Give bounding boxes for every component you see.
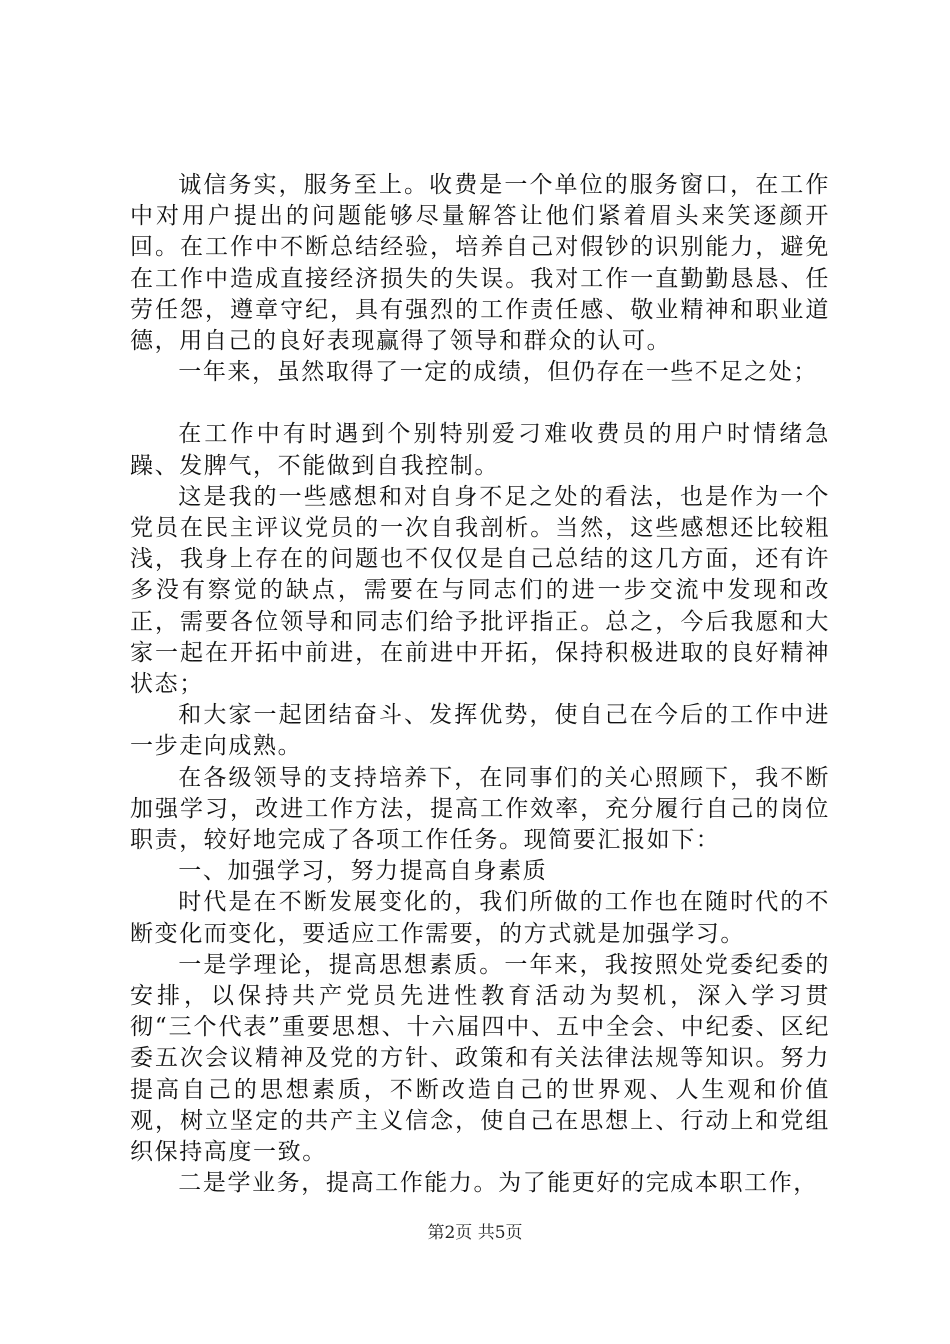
paragraph-gap xyxy=(130,388,830,419)
page-footer: 第2页 共5页 xyxy=(427,1223,523,1243)
paragraph-emotion-control: 在工作中有时遇到个别特别爱刁难收费员的用户时情绪急躁、发脾气，不能做到自我控制。 xyxy=(130,421,830,479)
document-body xyxy=(130,170,830,1200)
paragraph-report-intro: 在各级领导的支持培养下，在同事们的关心照顾下，我不断加强学习，改进工作方法，提高工作效率，充分履行自己的岗位职责，较好地完成了各项工作任务。现简要汇报如下： xyxy=(130,764,830,854)
paragraph-shortcomings-intro: 一年来，虽然取得了一定的成绩，但仍存在一些不足之处； xyxy=(178,359,818,386)
paragraph-theory-study: 一是学理论，提高思想素质。一年来，我按照处党委纪委的安排，以保持共产党员先进性教育活动为契机，深入学习贯彻“三个代表”重要思想、十六届四中、五中全会、中纪委、区纪委五次会议精神及党的方针、政策和有关法律法规等知识。努力提高自己的思想素质，不断改造自己的世界观、人生观和价值观，树立坚定的共产主义信念，使自己在思想上、行动上和党组织保持高度一致。 xyxy=(130,951,830,1166)
paragraph-business-study: 二是学业务，提高工作能力。为了能更好的完成本职工作， xyxy=(178,1170,818,1197)
paragraph-unity: 和大家一起团结奋斗、发挥优势，使自己在今后的工作中进一步走向成熟。 xyxy=(130,702,830,760)
paragraph-self-analysis: 这是我的一些感想和对自身不足之处的看法，也是作为一个党员在民主评议党员的一次自我剖析。当然，这些感想还比较粗浅，我身上存在的问题也不仅仅是自己总结的这几方面，还有许多没有察觉的缺点，需要在与同志们的进一步交流中发现和改正，需要各位领导和同志们给予批评指正。总之，今后我愿和大家一起在开拓中前进，在前进中开拓，保持积极进取的良好精神状态； xyxy=(130,483,830,698)
paragraph-service: 诚信务实，服务至上。收费是一个单位的服务窗口，在工作中对用户提出的问题能够尽量解答让他们紧着眉头来笑逐颜开回。在工作中不断总结经验，培养自己对假钞的识别能力，避免在工作中造成直接经济损失的失误。我对工作一直勤勤恳恳、任劳任怨，遵章守纪，具有强烈的工作责任感、敬业精神和职业道德，用自己的良好表现赢得了领导和群众的认可。 xyxy=(130,172,830,355)
section-heading-study: 一、加强学习，努力提高自身素质 xyxy=(178,858,548,885)
paragraph-times-change: 时代是在不断发展变化的，我们所做的工作也在随时代的不断变化而变化，要适应工作需要，的方式就是加强学习。 xyxy=(130,889,830,947)
